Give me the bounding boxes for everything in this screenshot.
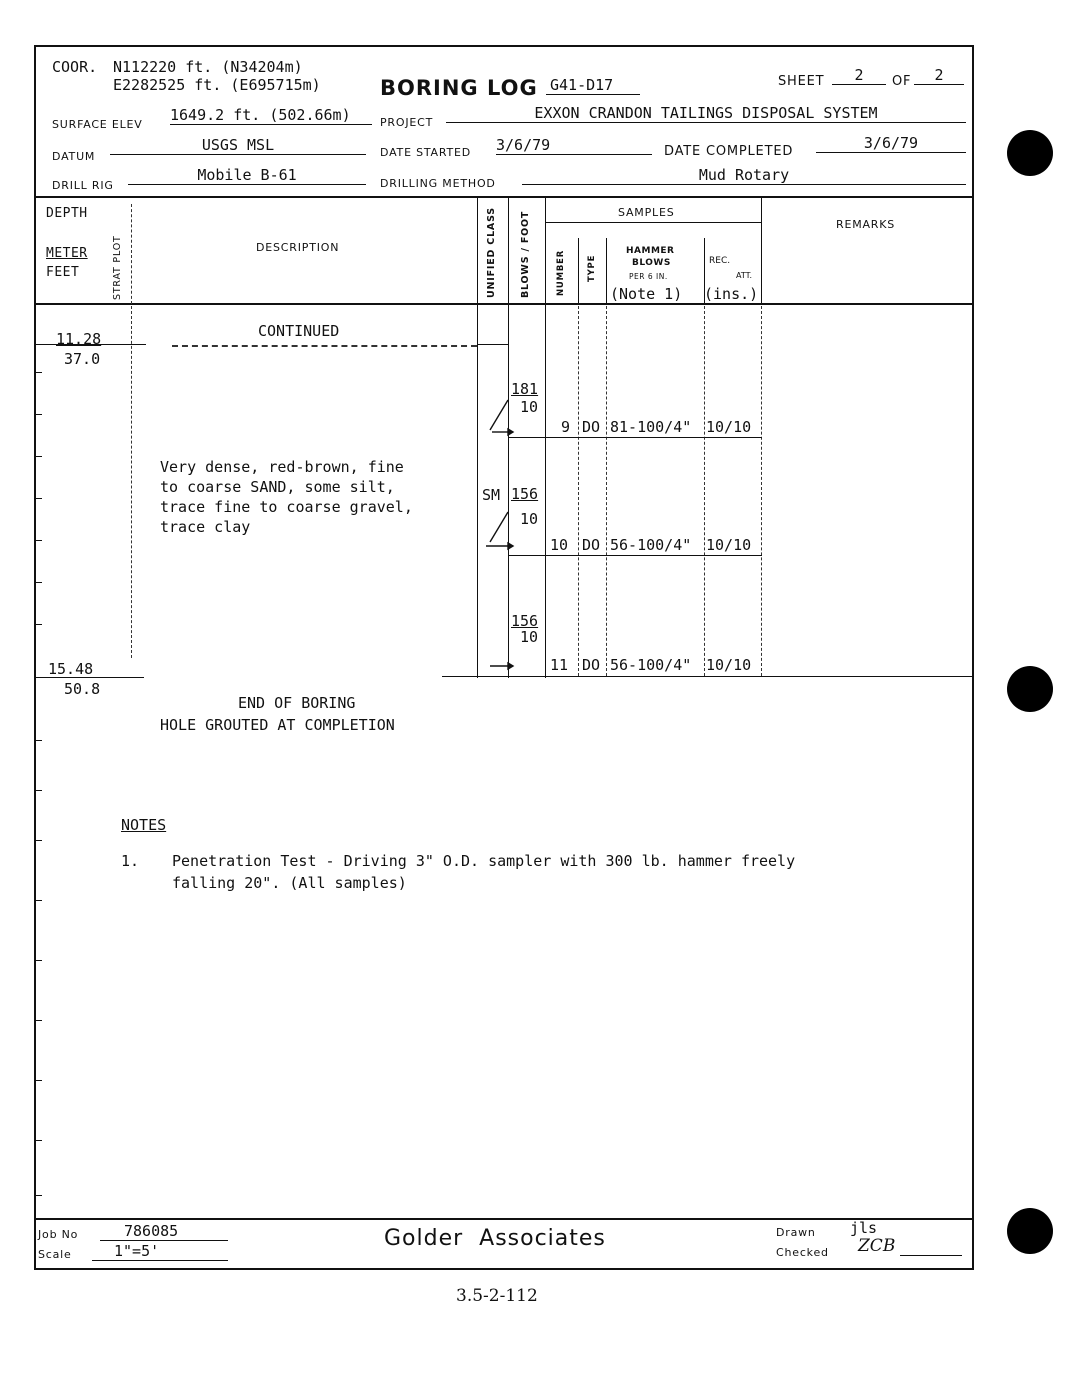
depth-tick xyxy=(36,740,42,741)
depth-tick xyxy=(36,1140,42,1141)
strat-plot-rule xyxy=(131,204,132,304)
punch-hole-middle xyxy=(1007,666,1053,712)
description-line-3: trace fine to coarse gravel, xyxy=(160,498,413,516)
type-body-rule xyxy=(606,306,607,676)
feet-heading: FEET xyxy=(46,265,80,280)
blows-foot-heading: BLOWS / FOOT xyxy=(520,210,531,298)
of-label: OF xyxy=(892,74,912,89)
type-heading: TYPE xyxy=(587,254,597,282)
sample-2-rule xyxy=(508,555,762,556)
scale-label: Scale xyxy=(38,1248,72,1261)
depth-tick xyxy=(36,624,42,625)
top-meter: 11.28 xyxy=(56,330,102,348)
sample-3-rec: 10/10 xyxy=(706,656,752,674)
note-1-number: 1. xyxy=(121,852,140,870)
drill-rig-value: Mobile B-61 xyxy=(128,166,366,185)
project-value: EXXON CRANDON TAILINGS DISPOSAL SYSTEM xyxy=(446,104,966,123)
sheet-number: 2 xyxy=(832,66,886,85)
footer-dash-line xyxy=(900,1255,962,1256)
depth-tick xyxy=(36,1020,42,1021)
number-body-rule xyxy=(578,306,579,676)
sample-1-blows-den: 10 xyxy=(520,398,539,416)
depth-tick xyxy=(36,582,42,583)
depth-tick xyxy=(36,900,42,901)
drill-rig-label: DRILL RIG xyxy=(52,179,114,192)
sample-1-number: 9 xyxy=(561,418,571,436)
drilling-method-value: Mud Rotary xyxy=(522,166,966,185)
punch-hole-bottom xyxy=(1007,1208,1053,1254)
sample-2-number: 10 xyxy=(550,536,569,554)
sample-3-hammer: 56-100/4" xyxy=(610,656,692,674)
type-hammer-rule xyxy=(606,238,607,304)
surface-elev-value: 1649.2 ft. (502.66m) xyxy=(170,106,372,125)
date-completed-value: 3/6/79 xyxy=(816,134,966,153)
rec-body-rule xyxy=(761,306,762,676)
hammer-body-rule xyxy=(704,306,705,676)
number-heading: NUMBER xyxy=(556,249,566,296)
sample-2-blows: 156 xyxy=(511,485,539,503)
samples-remarks-rule xyxy=(761,198,762,304)
description-line-1: Very dense, red-brown, fine xyxy=(160,458,404,476)
desc-class-rule xyxy=(477,198,478,678)
sample-1-type: DO xyxy=(582,418,601,436)
sample-1-blows: 181 xyxy=(511,380,539,398)
sheet-label: SHEET xyxy=(778,74,825,89)
scale-value: 1"=5' xyxy=(92,1242,228,1261)
att-heading: ATT. xyxy=(736,271,753,280)
depth-tick xyxy=(36,790,42,791)
continued-label: CONTINUED xyxy=(258,322,340,340)
depth-tick xyxy=(36,1080,42,1081)
depth-tick xyxy=(36,960,42,961)
coor-east: E2282525 ft. (E695715m) xyxy=(113,76,321,94)
depth-tick xyxy=(36,1195,42,1196)
number-type-rule xyxy=(578,238,579,304)
sample-2-type: DO xyxy=(582,536,601,554)
datum-value: USGS MSL xyxy=(110,136,366,155)
continued-right-rule xyxy=(477,344,508,345)
sample-3-number: 11 xyxy=(550,656,569,674)
depth-tick xyxy=(36,414,42,415)
page-number: 3.5-2-112 xyxy=(456,1286,538,1306)
notes-title: NOTES xyxy=(121,816,167,834)
checked-initials: ZCB xyxy=(858,1236,896,1256)
drawn-label: Drawn xyxy=(776,1226,816,1239)
depth-tick xyxy=(36,456,42,457)
note-1-line-2: falling 20". (All samples) xyxy=(172,874,407,892)
depth-tick xyxy=(36,840,42,841)
depth-tick xyxy=(36,540,42,541)
drawn-value: jls xyxy=(850,1219,878,1237)
datum-label: DATUM xyxy=(52,150,96,163)
continued-divider xyxy=(172,345,477,347)
coor-north: N112220 ft. (N34204m) xyxy=(113,58,303,76)
sheet-total: 2 xyxy=(914,66,964,85)
page-title: BORING LOG xyxy=(380,76,538,100)
sample-1-rec: 10/10 xyxy=(706,418,752,436)
unified-class-value: SM xyxy=(482,486,501,504)
bottom-meter: 15.48 xyxy=(48,660,94,678)
remarks-heading: REMARKS xyxy=(836,218,896,231)
depth-tick xyxy=(36,498,42,499)
description-line-4: trace clay xyxy=(160,518,251,536)
samples-subhead-rule xyxy=(546,222,762,223)
per-6in-heading: PER 6 IN. xyxy=(629,272,668,281)
project-label: PROJECT xyxy=(380,116,434,129)
sample-2-hammer: 56-100/4" xyxy=(610,536,692,554)
strat-plot-body-rule xyxy=(131,306,132,658)
drilling-method-label: DRILLING METHOD xyxy=(380,177,496,190)
job-no-label: Job No xyxy=(38,1228,79,1241)
bottom-feet: 50.8 xyxy=(64,680,101,698)
date-completed-label: DATE COMPLETED xyxy=(664,144,794,159)
note1-heading: (Note 1) xyxy=(610,285,683,303)
end-of-boring: END OF BORING xyxy=(238,694,356,712)
boring-id: G41-D17 xyxy=(546,76,640,95)
blows-samples-rule xyxy=(545,198,546,678)
job-no-value: 786085 xyxy=(100,1222,228,1241)
note-1-line-1: Penetration Test - Driving 3" O.D. sampler with 300 lb. hammer freely xyxy=(172,852,796,870)
sample-3-blows: 156 xyxy=(511,612,539,630)
unified-class-heading: UNIFIED CLASS xyxy=(486,207,497,298)
strat-plot-heading: STRAT PLOT xyxy=(112,235,123,300)
coor-label: COOR. xyxy=(52,58,98,76)
hole-grouted: HOLE GROUTED AT COMPLETION xyxy=(160,716,395,734)
depth-heading: DEPTH xyxy=(46,206,88,221)
punch-hole-top xyxy=(1007,130,1053,176)
sample-arrows xyxy=(480,380,520,680)
ins-heading: (ins.) xyxy=(704,285,759,303)
top-feet: 37.0 xyxy=(64,350,101,368)
column-head-divider xyxy=(34,303,974,305)
sample-1-hammer: 81-100/4" xyxy=(610,418,692,436)
sample-2-blows-den: 10 xyxy=(520,510,539,528)
end-of-log-rule xyxy=(442,676,974,677)
footer-divider xyxy=(34,1218,974,1220)
sample-2-rec: 10/10 xyxy=(706,536,752,554)
sample-1-rule xyxy=(508,437,762,438)
rec-heading: REC. xyxy=(709,256,731,266)
samples-heading: SAMPLES xyxy=(618,206,675,219)
depth-tick xyxy=(36,372,42,373)
hammer-heading: HAMMER xyxy=(626,246,675,256)
date-started-value: 3/6/79 xyxy=(496,136,652,155)
company-name: Golder Associates xyxy=(384,1226,606,1251)
checked-label: Checked xyxy=(776,1246,829,1259)
meter-heading: METER xyxy=(46,246,88,261)
sample-3-blows-den: 10 xyxy=(520,628,539,646)
date-started-label: DATE STARTED xyxy=(380,146,472,159)
header-divider xyxy=(34,196,974,198)
sample-3-type: DO xyxy=(582,656,601,674)
hammer-blows-heading: BLOWS xyxy=(632,258,671,268)
description-line-2: to coarse SAND, some silt, xyxy=(160,478,395,496)
surface-elev-label: SURFACE ELEV xyxy=(52,118,143,131)
description-heading: DESCRIPTION xyxy=(256,241,340,254)
